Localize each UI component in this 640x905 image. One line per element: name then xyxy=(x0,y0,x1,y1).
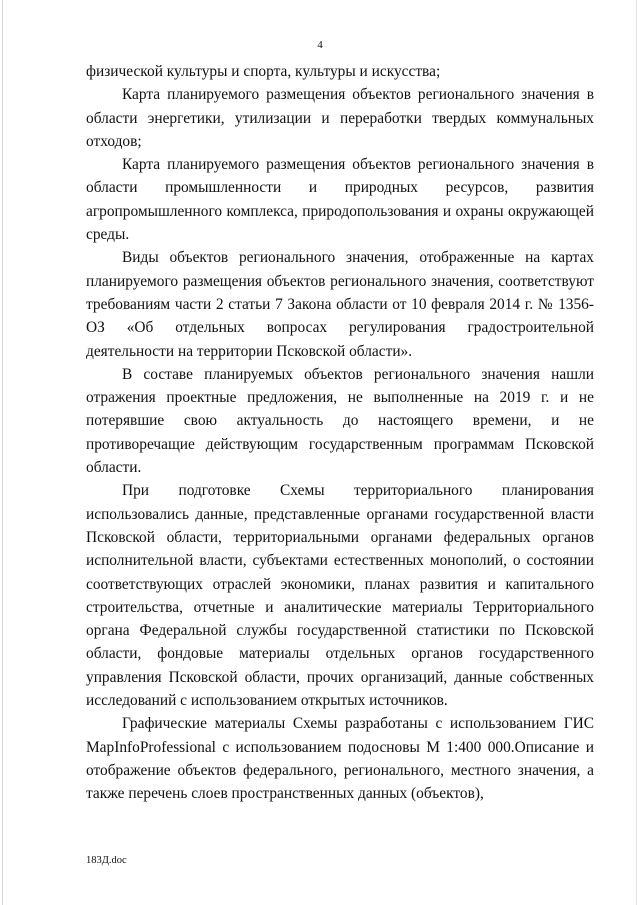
scan-edge-left xyxy=(2,0,3,905)
paragraph-continuation: физической культуры и спорта, культуры и искусства; xyxy=(86,63,441,80)
paragraph-graphic-materials: Графические материалы Схемы разработаны с использованием ГИС MapInfoProfessional с использованием подосновы М 1:400 000.Описание и отображение объектов федерального, регионального, местного значения, а также перечень слоев пространственных данных (объектов), xyxy=(86,715,594,803)
paragraph-object-types: Виды объектов регионального значения, отображенные на картах планируемого размещения объектов регионального значения, соответствуют требованиям части 2 статьи 7 Закона области от 10 февраля 2014 г. № 1356-ОЗ «Об отдельных вопросах регулирования градостроительной деятельности на территории Псковской области». xyxy=(86,249,594,360)
footer-filename: 183Д.doc xyxy=(86,855,127,866)
paragraph-energy-map: Карта планируемого размещения объектов регионального значения в области энергетики, утилизации и переработки твердых коммунальных отходов; xyxy=(86,86,594,150)
page-number: 4 xyxy=(317,39,323,51)
paragraph-data-sources: При подготовке Схемы территориального планирования использовались данные, представленные органами государственной власти Псковской области, территориальными органами федеральных органов исполнительной власти, субъектами естественных монополий, о состоянии соответствующих отраслей экономики, планах развития и капитального строительства, отчетные и аналитические материалы Территориального органа Федеральной службы государственной статистики по Псковской области, фондовые материалы отдельных органов государственного управления Псковской области, прочих организаций, данные собственных исследований с использованием открытых источников. xyxy=(86,482,594,710)
paragraph-planned-objects: В составе планируемых объектов регионального значения нашли отражения проектные предложения, не выполненные на 2019 г. и не потерявшие свою актуальность до настоящего времени, и не противоречащие действующим государственным программам Псковской области. xyxy=(86,365,594,477)
scan-edge-right xyxy=(636,0,637,905)
paragraph-industry-map: Карта планируемого размещения объектов регионального значения в области промышленности и природных ресурсов, развития агропромышленного комплекса, природопользования и охраны окружающей среды. xyxy=(86,156,594,244)
document-body xyxy=(86,60,594,806)
